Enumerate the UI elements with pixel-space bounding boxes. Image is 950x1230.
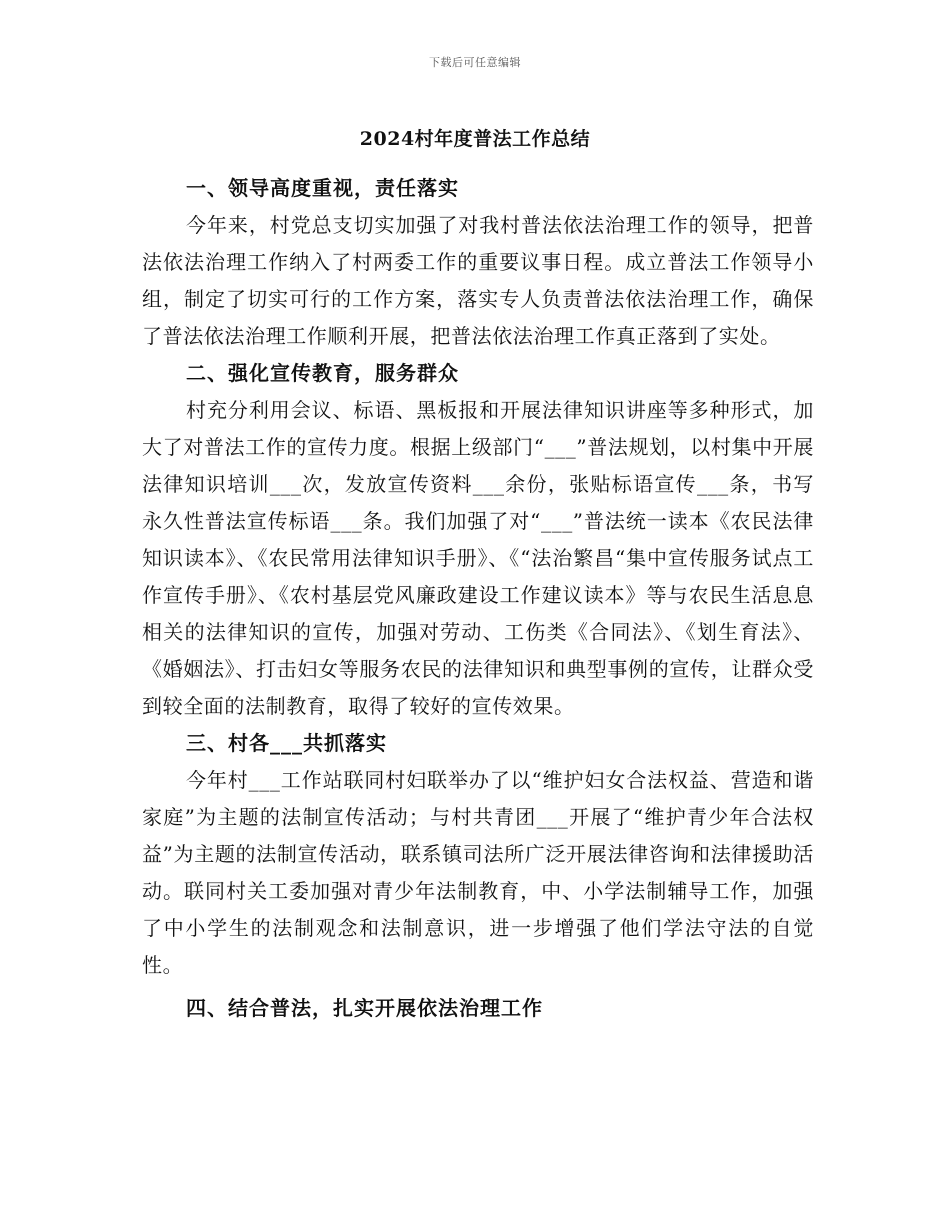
section-heading-1: 一、领导高度重视，责任落实 bbox=[186, 176, 459, 200]
section-heading-3: 三、村各___共抓落实 bbox=[186, 731, 387, 755]
document-title: 2024村年度普法工作总结 bbox=[359, 128, 591, 150]
section-paragraph-3: 今年村___工作站联同村妇联举办了以“维护妇女合法权益、营造和谐家庭”为主题的法制宣传活动；与村共青团___开展了“维护青少年合法权益”为主题的法制宣传活动，联系镇司法所广泛开展法律咨询和法律援助活动。联同村关工委加强对青少年法制教育，中、小学法制辅导工作，加强了中小学生的法制观念和法制意识，进一步增强了他们学法守法的自觉性。 bbox=[142, 768, 814, 977]
header-note: 下载后可任意编辑 bbox=[429, 56, 521, 69]
section-heading-2: 二、强化宣传教育，服务群众 bbox=[186, 361, 459, 385]
document-body bbox=[142, 170, 814, 1027]
section-paragraph-1: 今年来，村党总支切实加强了对我村普法依法治理工作的领导，把普法依法治理工作纳入了村两委工作的重要议事日程。成立普法工作领导小组，制定了切实可行的工作方案，落实专人负责普法依法治理工作，确保了普法依法治理工作顺利开展，把普法依法治理工作真正落到了实处。 bbox=[142, 213, 814, 348]
section-heading-4: 四、结合普法，扎实开展依法治理工作 bbox=[186, 996, 543, 1020]
section-paragraph-2: 村充分利用会议、标语、黑板报和开展法律知识讲座等多种形式，加大了对普法工作的宣传力度。根据上级部门“___”普法规划，以村集中开展法律知识培训___次，发放宣传资料___余份，张贴标语宣传___条，书写永久性普法宣传标语___条。我们加强了对“___”普法统一读本《农民法律知识读本》、《农民常用法律知识手册》、《“法治繁昌“集中宣传服务试点工作宣传手册》、《农村基层党风廉政建设工作建议读本》等与农民生活息息相关的法律知识的宣传，加强对劳动、工伤类《合同法》、《划生育法》、《婚姻法》、打击妇女等服务农民的法律知识和典型事例的宣传，让群众受到较全面的法制教育，取得了较好的宣传效果。 bbox=[142, 398, 814, 718]
